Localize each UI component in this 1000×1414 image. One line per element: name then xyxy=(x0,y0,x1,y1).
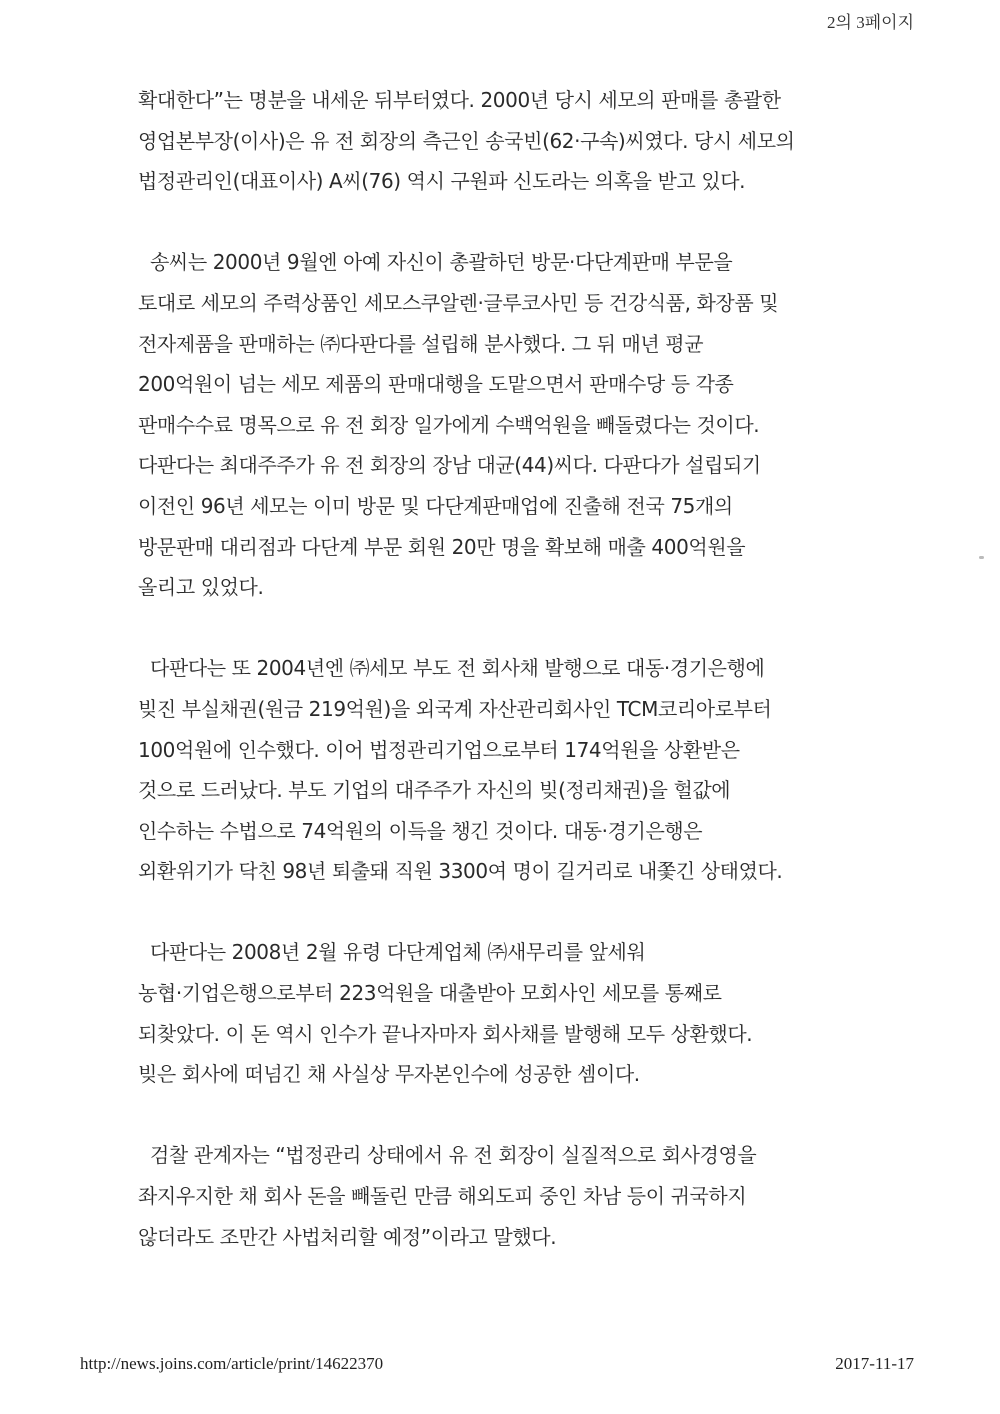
text-line: 판매수수료 명목으로 유 전 회장 일가에게 수백억원을 빼돌렸다는 것이다. xyxy=(138,412,760,437)
text-line: 200억원이 넘는 세모 제품의 판매대행을 도맡으면서 판매수당 등 각종 xyxy=(138,372,734,397)
article-body xyxy=(138,80,898,1257)
text-line: 방문판매 대리점과 다단계 부문 회원 20만 명을 확보해 매출 400억원을 xyxy=(138,534,746,559)
text-line: 송씨는 2000년 9월엔 아예 자신이 총괄하던 방문·다단계판매 부문을 xyxy=(150,250,733,275)
text-line: 인수하는 수법으로 74억원의 이득을 챙긴 것이다. 대동·경기은행은 xyxy=(138,818,703,843)
text-line: 확대한다”는 명분을 내세운 뒤부터였다. 2000년 당시 세모의 판매를 총괄한 xyxy=(138,88,781,112)
paragraph xyxy=(138,648,898,892)
text-line: 외환위기가 닥친 98년 퇴출돼 직원 3300여 명이 길거리로 내쫓긴 상태였다. xyxy=(138,859,783,884)
text-line: 다판다는 2008년 2월 유령 다단계업체 ㈜새무리를 앞세워 xyxy=(150,940,646,965)
text-line: 100억원에 인수했다. 이어 법정관리기업으로부터 174억원을 상환받은 xyxy=(138,737,740,762)
paragraph xyxy=(138,1135,898,1257)
text-line: 않더라도 조만간 사법처리할 예정”이라고 말했다. xyxy=(138,1224,557,1249)
text-line: 올리고 있었다. xyxy=(138,575,264,600)
text-line: 법정관리인(대표이사) A씨(76) 역시 구원파 신도라는 의혹을 받고 있다. xyxy=(138,169,746,194)
scan-speck xyxy=(979,556,984,559)
paragraph xyxy=(138,932,898,1094)
text-line: 좌지우지한 채 회사 돈을 빼돌린 만큼 해외도피 중인 차남 등이 귀국하지 xyxy=(138,1184,747,1209)
print-date: 2017-11-17 xyxy=(835,1354,914,1373)
text-line: 전자제품을 판매하는 ㈜다판다를 설립해 분사했다. 그 뒤 매년 평균 xyxy=(138,331,704,356)
paragraph xyxy=(138,242,898,607)
text-line: 빚은 회사에 떠넘긴 채 사실상 무자본인수에 성공한 셈이다. xyxy=(138,1062,640,1087)
text-line: 토대로 세모의 주력상품인 세모스쿠알렌·글루코사민 등 건강식품, 화장품 및 xyxy=(138,290,779,315)
text-line: 검찰 관계자는 “법정관리 상태에서 유 전 회장이 실질적으로 회사경영을 xyxy=(150,1143,757,1168)
text-line: 영업본부장(이사)은 유 전 회장의 측근인 송국빈(62·구속)씨였다. 당시 세모의 xyxy=(138,128,795,153)
text-line: 다판다는 또 2004년엔 ㈜세모 부도 전 회사채 발행으로 대동·경기은행에 xyxy=(150,656,765,681)
text-line: 되찾았다. 이 돈 역시 인수가 끝나자마자 회사채를 발행해 모두 상환했다. xyxy=(138,1021,753,1046)
text-line: 농협·기업은행으로부터 223억원을 대출받아 모회사인 세모를 통째로 xyxy=(138,981,722,1006)
text-line: 빚진 부실채권(원금 219억원)을 외국계 자산관리회사인 TCM코리아로부터 xyxy=(138,696,772,721)
text-line: 다판다는 최대주주가 유 전 회장의 장남 대균(44)씨다. 다판다가 설립되기 xyxy=(138,453,761,478)
text-line: 이전인 96년 세모는 이미 방문 및 다단계판매업에 진출해 전국 75개의 xyxy=(138,493,733,518)
text-line: 것으로 드러났다. 부도 기업의 대주주가 자신의 빚(정리채권)을 헐값에 xyxy=(138,778,731,803)
page-indicator: 2의 3페이지 xyxy=(827,13,914,32)
paragraph xyxy=(138,80,898,202)
source-url: http://news.joins.com/article/print/14622370 xyxy=(80,1354,384,1373)
